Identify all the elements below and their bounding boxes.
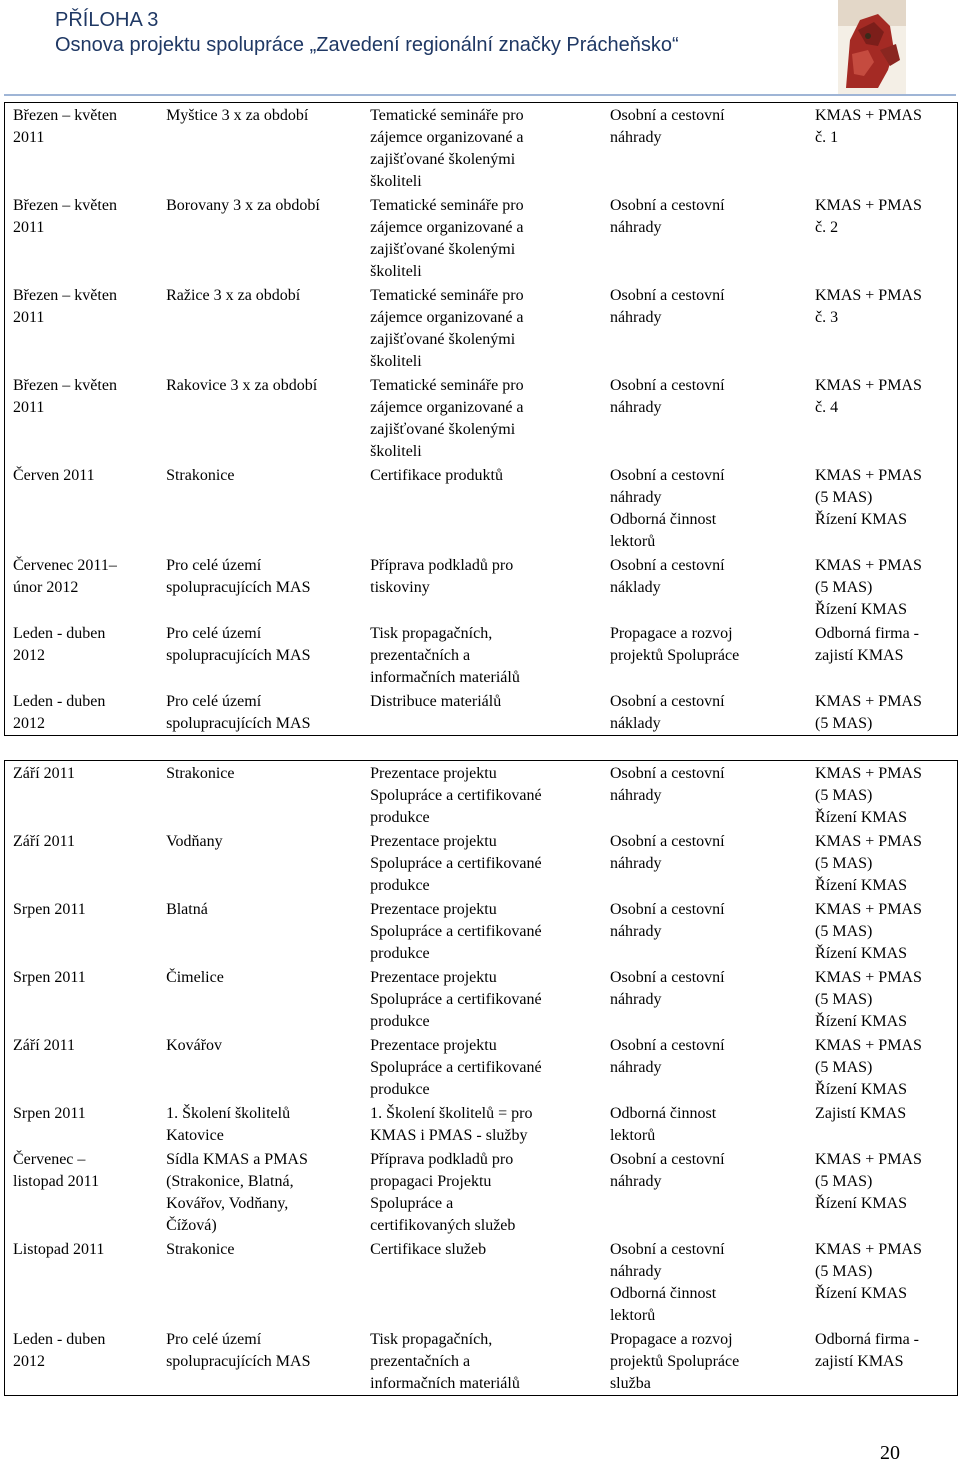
cell-text: propagaci Projektu <box>370 1173 492 1190</box>
date-cell <box>5 897 159 965</box>
cell-text: Spolupráce a certifikované <box>370 1059 542 1076</box>
location-cell <box>158 965 362 1033</box>
table-row <box>5 897 958 965</box>
cell-text: Červenec 2011– <box>13 557 117 574</box>
cell-text: Osobní a cestovní <box>609 1241 725 1258</box>
cost-cell <box>602 829 807 897</box>
table-row <box>5 1237 958 1327</box>
regional-brand-logo <box>838 0 906 94</box>
cell-text: Osobní a cestovní <box>609 969 725 986</box>
cell-text: Osobní a cestovní <box>609 467 725 484</box>
cell-text: (5 MAS) <box>815 1059 873 1076</box>
table-row <box>5 553 958 621</box>
date-cell <box>5 103 159 194</box>
cell-text: certifikovaných služeb <box>370 1217 516 1234</box>
cell-text: produkce <box>370 945 430 962</box>
cell-text: Řízení KMAS <box>815 1013 908 1030</box>
responsible-cell <box>807 965 957 1033</box>
cell-text: Tisk propagačních, <box>370 625 493 642</box>
cell-text: Osobní a cestovní <box>609 833 725 850</box>
cell-text: informačních materiálů <box>370 669 520 686</box>
responsible-cell <box>807 689 957 736</box>
cell-text: (5 MAS) <box>815 787 873 804</box>
cell-text: Osobní a cestovní <box>609 765 725 782</box>
cell-text: Distribuce materiálů <box>370 693 502 710</box>
cell-text: Ražice 3 x za období <box>166 287 301 304</box>
cell-text: náhrady <box>609 787 662 804</box>
cell-text: Pro celé území <box>166 693 262 710</box>
activity-cell <box>362 1101 602 1147</box>
date-cell <box>5 1327 159 1396</box>
activity-cell <box>362 689 602 736</box>
cell-text: Pro celé území <box>166 625 262 642</box>
cell-text: 2011 <box>13 129 45 146</box>
cell-text: Listopad 2011 <box>13 1241 105 1258</box>
cell-text: náhrady <box>609 1263 662 1280</box>
responsible-cell <box>807 1237 957 1327</box>
cell-text: Čimelice <box>166 969 224 986</box>
cell-text: Březen – květen <box>13 107 117 124</box>
cell-text: Certifikace produktů <box>370 467 503 484</box>
cell-text: (5 MAS) <box>815 1173 873 1190</box>
table-row <box>5 761 958 830</box>
cell-text: zajistí KMAS <box>815 647 904 664</box>
cost-cell <box>602 897 807 965</box>
appendix-title: PŘÍLOHA 3 <box>55 9 159 31</box>
cell-text: Propagace a rozvoj <box>609 1331 733 1348</box>
table-row <box>5 1101 958 1147</box>
cell-text: zajistí KMAS <box>815 1353 904 1370</box>
cell-text: KMAS + PMAS <box>815 901 922 918</box>
cell-text: Blatná <box>166 901 208 918</box>
date-cell <box>5 283 159 373</box>
cell-text: Září 2011 <box>13 1037 76 1054</box>
cell-text: Spolupráce a certifikované <box>370 923 542 940</box>
cell-text: Tisk propagačních, <box>370 1331 493 1348</box>
cell-text: Srpen 2011 <box>13 901 86 918</box>
cell-text: náklady <box>609 579 661 596</box>
cost-cell <box>602 193 807 283</box>
table-row <box>5 1147 958 1237</box>
responsible-cell <box>807 103 957 194</box>
location-cell <box>158 103 362 194</box>
cell-text: 2012 <box>13 1353 45 1370</box>
cost-cell <box>602 1033 807 1101</box>
cell-text: Odborná firma - <box>815 625 920 642</box>
cell-text: náhrady <box>609 1173 662 1190</box>
cell-text: spolupracujících MAS <box>166 579 311 596</box>
cell-text: náhrady <box>609 219 662 236</box>
cell-text: produkce <box>370 809 430 826</box>
activity-cell <box>362 1147 602 1237</box>
cost-cell <box>602 1327 807 1396</box>
date-cell <box>5 1237 159 1327</box>
cell-text: Osobní a cestovní <box>609 901 725 918</box>
cell-text: spolupracujících MAS <box>166 715 311 732</box>
cell-text: únor 2012 <box>13 579 79 596</box>
cell-text: (5 MAS) <box>815 579 873 596</box>
cell-text: 1. Školení školitelů <box>166 1105 291 1122</box>
activity-cell <box>362 1237 602 1327</box>
activity-cell <box>362 1327 602 1396</box>
activity-cell <box>362 373 602 463</box>
cell-text: Prezentace projektu <box>370 765 497 782</box>
cell-text: KMAS + PMAS <box>815 287 922 304</box>
cell-text: Září 2011 <box>13 833 76 850</box>
cost-cell <box>602 283 807 373</box>
cell-text: zájemce organizované a <box>370 219 524 236</box>
cell-text: služba <box>609 1375 651 1392</box>
cell-text: lektorů <box>609 533 656 550</box>
cell-text: Osobní a cestovní <box>609 107 725 124</box>
cell-text: Leden - duben <box>13 625 106 642</box>
cost-cell <box>602 761 807 830</box>
date-cell <box>5 553 159 621</box>
cost-cell <box>602 463 807 553</box>
cell-text: Tematické semináře pro <box>370 287 524 304</box>
location-cell <box>158 283 362 373</box>
cell-text: Osobní a cestovní <box>609 557 725 574</box>
cell-text: (Strakonice, Blatná, <box>166 1173 294 1190</box>
cell-text: náhrady <box>609 855 662 872</box>
cell-text: Řízení KMAS <box>815 1285 908 1302</box>
cell-text: Propagace a rozvoj <box>609 625 733 642</box>
cell-text: KMAS + PMAS <box>815 1151 922 1168</box>
date-cell <box>5 689 159 736</box>
cell-text: 2011 <box>13 309 45 326</box>
responsible-cell <box>807 1147 957 1237</box>
cell-text: náhrady <box>609 1059 662 1076</box>
activity-cell <box>362 193 602 283</box>
cell-text: Srpen 2011 <box>13 1105 86 1122</box>
cell-text: produkce <box>370 1013 430 1030</box>
cell-text: Řízení KMAS <box>815 511 908 528</box>
document-header <box>55 8 679 58</box>
date-cell <box>5 193 159 283</box>
cell-text: náhrady <box>609 923 662 940</box>
table-row <box>5 373 958 463</box>
cell-text: náhrady <box>609 489 662 506</box>
activity-cell <box>362 553 602 621</box>
cell-text: náklady <box>609 715 661 732</box>
responsible-cell <box>807 193 957 283</box>
cell-text: zajišťované školenými <box>370 151 516 168</box>
cell-text: (5 MAS) <box>815 991 873 1008</box>
cell-text: lektorů <box>609 1127 656 1144</box>
cell-text: Spolupráce a certifikované <box>370 855 542 872</box>
cell-text: Řízení KMAS <box>815 1081 908 1098</box>
cell-text: Prezentace projektu <box>370 901 497 918</box>
cell-text: zájemce organizované a <box>370 309 524 326</box>
activity-cell <box>362 897 602 965</box>
table-row <box>5 463 958 553</box>
responsible-cell <box>807 621 957 689</box>
cell-text: Březen – květen <box>13 287 117 304</box>
date-cell <box>5 1147 159 1237</box>
cell-text: Rakovice 3 x za období <box>166 377 318 394</box>
activity-cell <box>362 965 602 1033</box>
schedule-table-1 <box>4 102 958 736</box>
cell-text: Strakonice <box>166 1241 235 1258</box>
cell-text: zajišťované školenými <box>370 241 516 258</box>
cell-text: informačních materiálů <box>370 1375 520 1392</box>
cell-text: Červenec – <box>13 1151 86 1168</box>
cell-text: Řízení KMAS <box>815 945 908 962</box>
cell-text: prezentačních a <box>370 1353 471 1370</box>
cost-cell <box>602 621 807 689</box>
location-cell <box>158 463 362 553</box>
table-row <box>5 283 958 373</box>
activity-cell <box>362 761 602 830</box>
cell-text: KMAS + PMAS <box>815 833 922 850</box>
cell-text: Prezentace projektu <box>370 969 497 986</box>
cell-text: zajišťované školenými <box>370 331 516 348</box>
cell-text: Řízení KMAS <box>815 601 908 618</box>
responsible-cell <box>807 1033 957 1101</box>
cell-text: Odborná činnost <box>609 1105 717 1122</box>
cell-text: (5 MAS) <box>815 1263 873 1280</box>
cell-text: Odborná činnost <box>609 511 717 528</box>
location-cell <box>158 553 362 621</box>
cell-text: prezentačních a <box>370 647 471 664</box>
cell-text: č. 3 <box>815 309 839 326</box>
cell-text: Řízení KMAS <box>815 809 908 826</box>
cell-text: KMAS + PMAS <box>815 1241 922 1258</box>
cost-cell <box>602 553 807 621</box>
table-row <box>5 689 958 736</box>
cell-text: Strakonice <box>166 467 235 484</box>
location-cell <box>158 373 362 463</box>
cell-text: Tematické semináře pro <box>370 107 524 124</box>
cell-text: Tematické semináře pro <box>370 197 524 214</box>
cell-text: Myštice 3 x za období <box>166 107 309 124</box>
cell-text: 2012 <box>13 715 45 732</box>
cell-text: 2011 <box>13 219 45 236</box>
location-cell <box>158 1101 362 1147</box>
cell-text: KMAS + PMAS <box>815 765 922 782</box>
cell-text: KMAS + PMAS <box>815 557 922 574</box>
cell-text: KMAS i PMAS - služby <box>370 1127 528 1144</box>
cell-text: KMAS + PMAS <box>815 107 922 124</box>
cell-text: č. 2 <box>815 219 839 236</box>
table-row <box>5 193 958 283</box>
location-cell <box>158 689 362 736</box>
cell-text: KMAS + PMAS <box>815 377 922 394</box>
cell-text: Červen 2011 <box>13 467 95 484</box>
cell-text: listopad 2011 <box>13 1173 100 1190</box>
date-cell <box>5 761 159 830</box>
location-cell <box>158 193 362 283</box>
cell-text: produkce <box>370 1081 430 1098</box>
cell-text: Prezentace projektu <box>370 1037 497 1054</box>
cost-cell <box>602 373 807 463</box>
project-subtitle: Osnova projektu spolupráce „Zavedení regionální značky Prácheňsko“ <box>55 34 679 56</box>
cell-text: Spolupráce a certifikované <box>370 991 542 1008</box>
location-cell <box>158 897 362 965</box>
cell-text: školiteli <box>370 173 422 190</box>
cell-text: zájemce organizované a <box>370 129 524 146</box>
cell-text: Spolupráce a certifikované <box>370 787 542 804</box>
activity-cell <box>362 283 602 373</box>
cost-cell <box>602 689 807 736</box>
cell-text: Osobní a cestovní <box>609 287 725 304</box>
cell-text: Tematické semináře pro <box>370 377 524 394</box>
table-row <box>5 621 958 689</box>
cell-text: školiteli <box>370 263 422 280</box>
responsible-cell <box>807 553 957 621</box>
responsible-cell <box>807 761 957 830</box>
cell-text: KMAS + PMAS <box>815 1037 922 1054</box>
cell-text: (5 MAS) <box>815 489 873 506</box>
schedule-table-2 <box>4 760 958 1396</box>
cell-text: (5 MAS) <box>815 715 873 732</box>
date-cell <box>5 1033 159 1101</box>
cell-text: Osobní a cestovní <box>609 693 725 710</box>
cell-text: Příprava podkladů pro <box>370 557 514 574</box>
location-cell <box>158 829 362 897</box>
location-cell <box>158 1033 362 1101</box>
cell-text: školiteli <box>370 353 422 370</box>
date-cell <box>5 373 159 463</box>
cell-text: Osobní a cestovní <box>609 1037 725 1054</box>
cell-text: lektorů <box>609 1307 656 1324</box>
responsible-cell <box>807 283 957 373</box>
cost-cell <box>602 1147 807 1237</box>
cell-text: Řízení KMAS <box>815 1195 908 1212</box>
responsible-cell <box>807 829 957 897</box>
responsible-cell <box>807 373 957 463</box>
cell-text: projektů Spolupráce <box>609 647 740 664</box>
cell-text: projektů Spolupráce <box>609 1353 740 1370</box>
cell-text: KMAS + PMAS <box>815 467 922 484</box>
date-cell <box>5 829 159 897</box>
location-cell <box>158 1237 362 1327</box>
cell-text: Leden - duben <box>13 693 106 710</box>
responsible-cell <box>807 1101 957 1147</box>
responsible-cell <box>807 463 957 553</box>
cell-text: Leden - duben <box>13 1331 106 1348</box>
table-row <box>5 1327 958 1396</box>
cell-text: náhrady <box>609 309 662 326</box>
cell-text: Březen – květen <box>13 377 117 394</box>
cost-cell <box>602 103 807 194</box>
page-number: 20 <box>880 1442 900 1464</box>
location-cell <box>158 1327 362 1396</box>
cost-cell <box>602 965 807 1033</box>
cell-text: Osobní a cestovní <box>609 197 725 214</box>
cell-text: zajišťované školenými <box>370 421 516 438</box>
cell-text: náhrady <box>609 991 662 1008</box>
cell-text: (5 MAS) <box>815 923 873 940</box>
cell-text: Prezentace projektu <box>370 833 497 850</box>
cell-text: Příprava podkladů pro <box>370 1151 514 1168</box>
cell-text: Osobní a cestovní <box>609 377 725 394</box>
cell-text: Čížová) <box>166 1217 217 1234</box>
cell-text: Září 2011 <box>13 765 76 782</box>
cell-text: Srpen 2011 <box>13 969 86 986</box>
location-cell <box>158 1147 362 1237</box>
table-row <box>5 965 958 1033</box>
cell-text: Sídla KMAS a PMAS <box>166 1151 308 1168</box>
cell-text: produkce <box>370 877 430 894</box>
cell-text: KMAS + PMAS <box>815 969 922 986</box>
cell-text: Osobní a cestovní <box>609 1151 725 1168</box>
cell-text: Březen – květen <box>13 197 117 214</box>
location-cell <box>158 621 362 689</box>
responsible-cell <box>807 1327 957 1396</box>
cell-text: Spolupráce a <box>370 1195 454 1212</box>
cell-text: č. 1 <box>815 129 839 146</box>
activity-cell <box>362 621 602 689</box>
cell-text: Kovářov <box>166 1037 223 1054</box>
activity-cell <box>362 829 602 897</box>
cell-text: Řízení KMAS <box>815 877 908 894</box>
cell-text: Vodňany <box>166 833 223 850</box>
cell-text: Certifikace služeb <box>370 1241 487 1258</box>
cell-text: školiteli <box>370 443 422 460</box>
cell-text: Kovářov, Vodňany, <box>166 1195 289 1212</box>
cell-text: č. 4 <box>815 399 839 416</box>
date-cell <box>5 621 159 689</box>
responsible-cell <box>807 897 957 965</box>
cell-text: 2012 <box>13 647 45 664</box>
cell-text: 1. Školení školitelů = pro <box>370 1105 533 1122</box>
table-row <box>5 103 958 194</box>
header-divider <box>4 94 956 96</box>
date-cell <box>5 965 159 1033</box>
date-cell <box>5 463 159 553</box>
cell-text: KMAS + PMAS <box>815 197 922 214</box>
cell-text: Odborná firma - <box>815 1331 920 1348</box>
cell-text: Pro celé území <box>166 557 262 574</box>
cost-cell <box>602 1237 807 1327</box>
table-row <box>5 829 958 897</box>
date-cell <box>5 1101 159 1147</box>
activity-cell <box>362 1033 602 1101</box>
cell-text: Strakonice <box>166 765 235 782</box>
cell-text: spolupracujících MAS <box>166 647 311 664</box>
location-cell <box>158 761 362 830</box>
cell-text: Zajistí KMAS <box>815 1105 907 1122</box>
cell-text: Pro celé území <box>166 1331 262 1348</box>
cell-text: Borovany 3 x za období <box>166 197 320 214</box>
cost-cell <box>602 1101 807 1147</box>
cell-text: Odborná činnost <box>609 1285 717 1302</box>
cell-text: spolupracujících MAS <box>166 1353 311 1370</box>
cell-text: náhrady <box>609 129 662 146</box>
cell-text: 2011 <box>13 399 45 416</box>
cell-text: Katovice <box>166 1127 224 1144</box>
cell-text: tiskoviny <box>370 579 430 596</box>
table-row <box>5 1033 958 1101</box>
cell-text: (5 MAS) <box>815 855 873 872</box>
activity-cell <box>362 103 602 194</box>
cell-text: zájemce organizované a <box>370 399 524 416</box>
cell-text: KMAS + PMAS <box>815 693 922 710</box>
cell-text: náhrady <box>609 399 662 416</box>
activity-cell <box>362 463 602 553</box>
